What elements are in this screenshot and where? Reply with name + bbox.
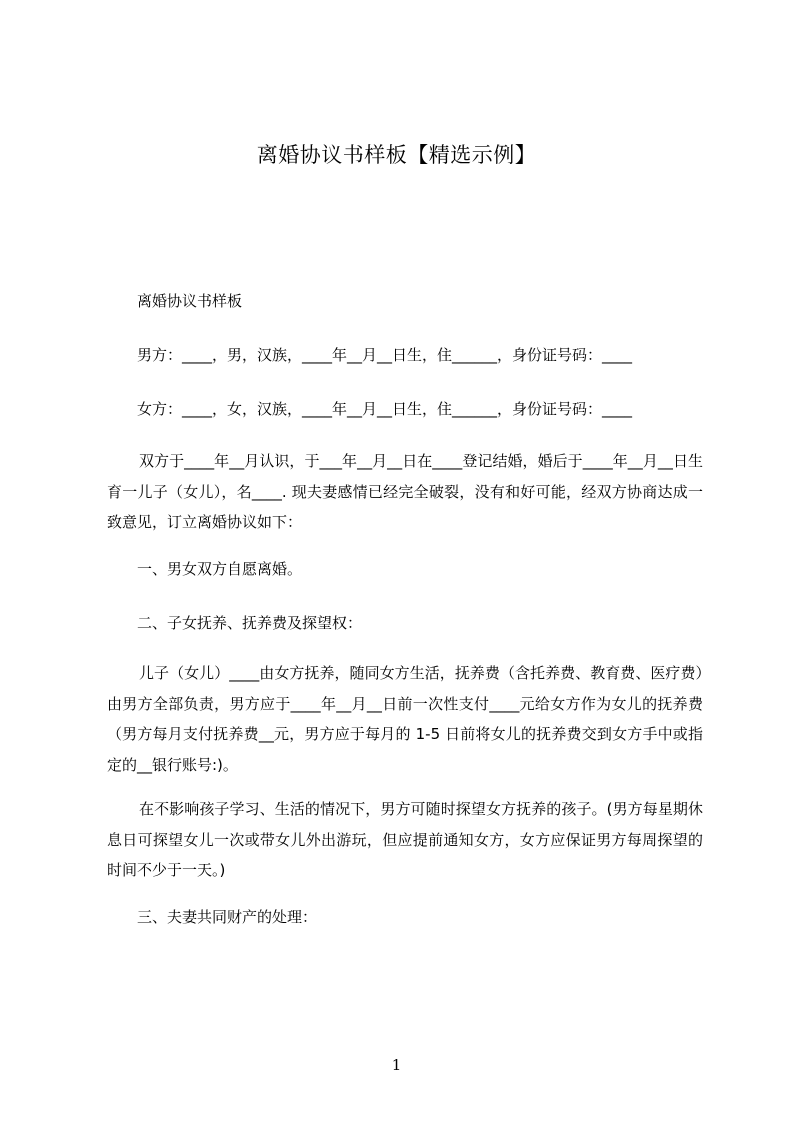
- visitation-paragraph: 在不影响孩子学习、生活的情况下，男方可随时探望女方抚养的孩子。(男方每星期休息日可探望女儿一次或带女儿外出游玩，但应提前通知女方，女方应保证男方每周探望的时间不少于一天。): [107, 800, 703, 879]
- custody-paragraph: 儿子（女儿）____由女方抚养，随同女方生活，抚养费（含托养费、教育费、医疗费）由男方全部负责，男方应于____年__月__日前一次性支付____元给女方作为女儿的抚养费（男方每月支付抚养费__元，男方应于每月的 1-5 日前将女儿的抚养费交到女方手中或指定的__银行账号:)。: [107, 664, 703, 774]
- clause-one-heading: 一、男女双方自愿离婚。: [137, 560, 303, 578]
- intro-paragraph: 双方于____年__月认识，于___年__月__日在____登记结婚，婚后于____年__月__日生育一儿子（女儿），名____. 现夫妻感情已经完全破裂，没有和好可能，经双方协商达成一致意见，订立离婚协议如下：: [107, 452, 703, 531]
- document-title: 离婚协议书样板【精选示例】: [256, 143, 537, 167]
- clause-three-heading: 三、夫妻共同财产的处理：: [137, 908, 318, 926]
- party-woman-line: 女方：____，女，汉族，____年__月__日生，住______，身份证号码：____: [137, 400, 633, 418]
- party-man-line: 男方：____，男，汉族，____年__月__日生，住______，身份证号码：____: [137, 346, 633, 364]
- page-number: 1: [391, 1056, 402, 1074]
- document-subtitle: 离婚协议书样板: [137, 292, 243, 310]
- clause-two-heading: 二、子女抚养、抚养费及探望权：: [137, 614, 363, 632]
